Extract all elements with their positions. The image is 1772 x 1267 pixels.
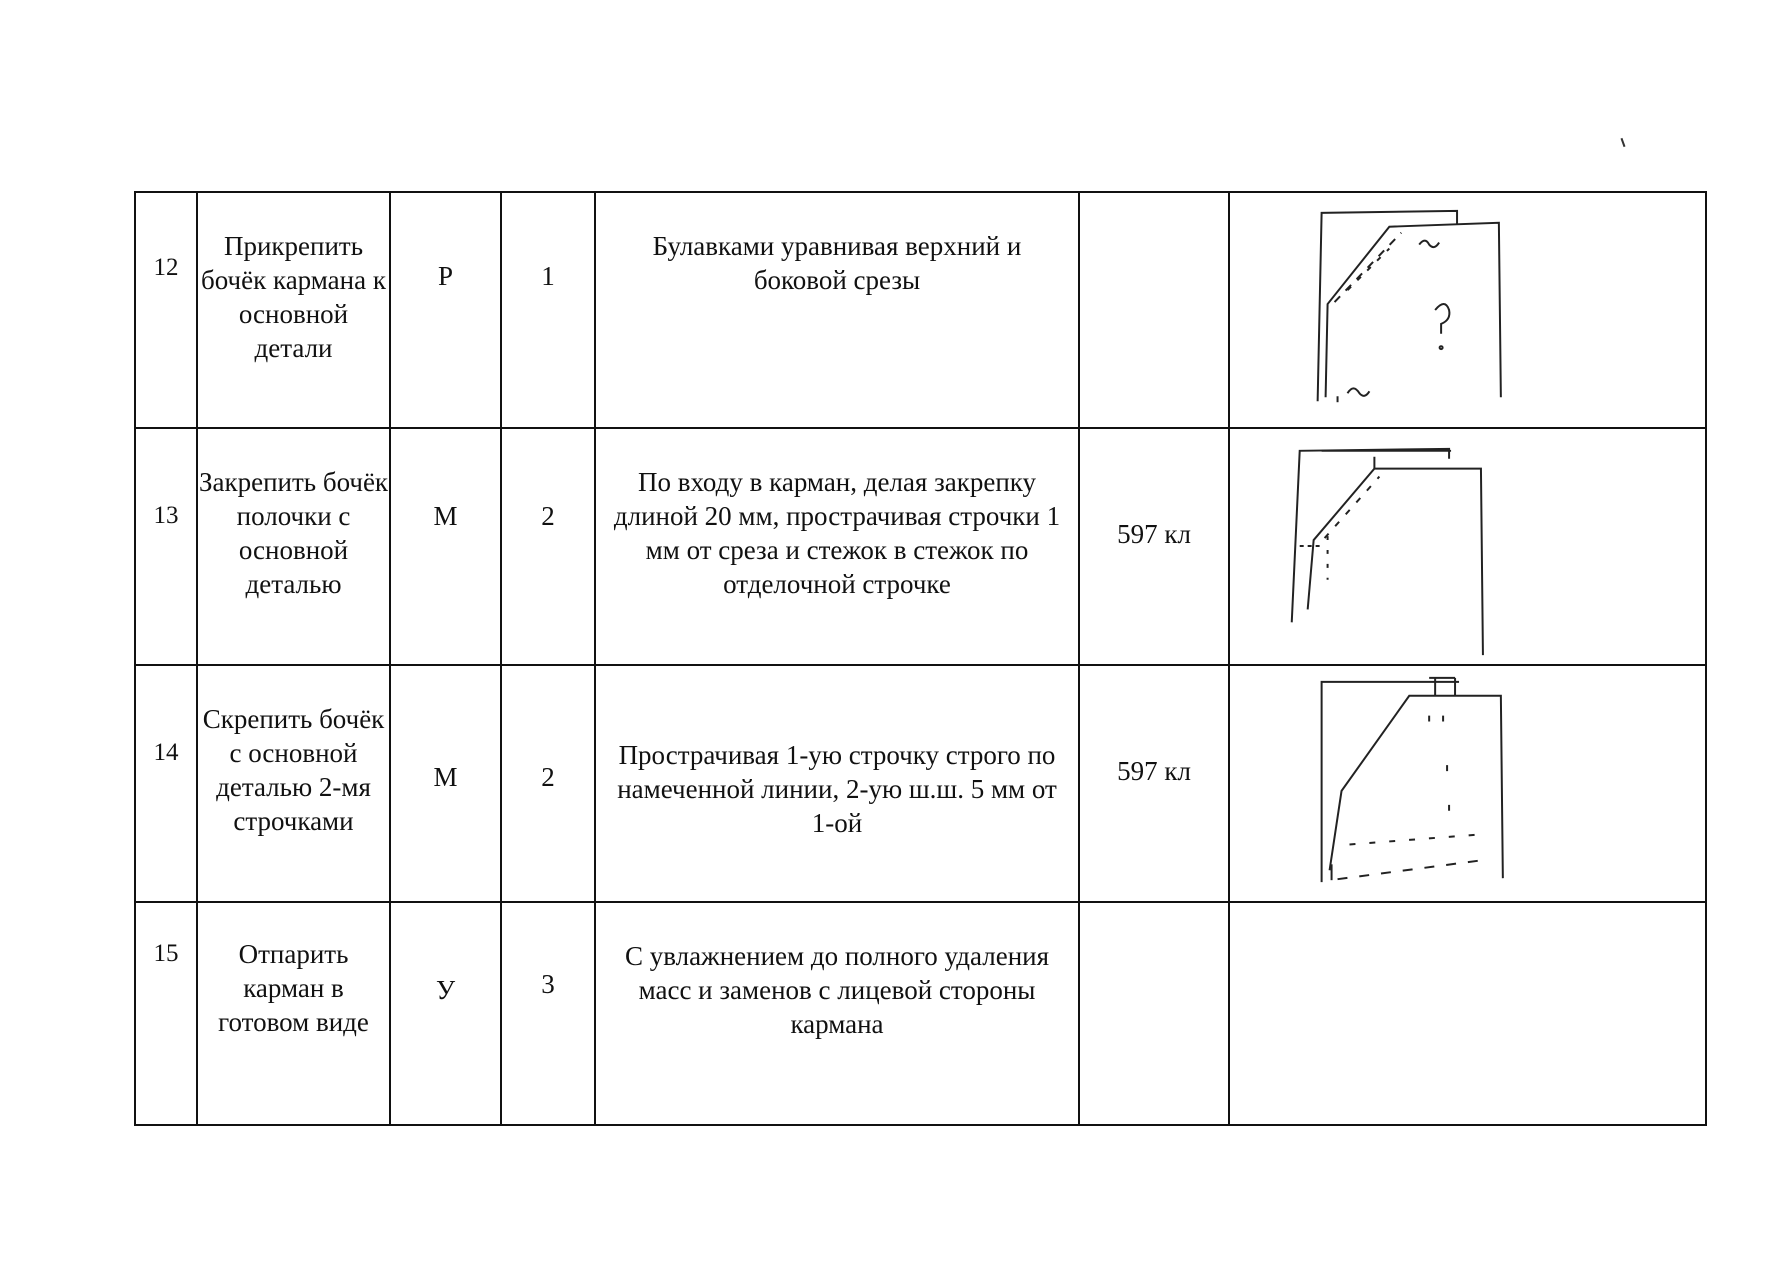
work-type: У bbox=[435, 975, 456, 1005]
sketch-cell bbox=[1229, 428, 1706, 665]
table-row bbox=[135, 428, 1706, 665]
operation-name-cell bbox=[197, 428, 390, 665]
description: Прострачивая 1-ую строчку строго по намеченной линии, 2-ую ш.ш. 5 мм от 1-ой bbox=[617, 740, 1057, 838]
equipment-cell bbox=[1079, 902, 1229, 1125]
operations-table bbox=[134, 191, 1707, 1126]
work-type-cell bbox=[390, 665, 501, 902]
pocket-double-stitch-sketch-icon bbox=[1230, 666, 1705, 901]
grade-cell bbox=[501, 902, 595, 1125]
operation-name: Скрепить бочёк с основной деталью 2-мя строчками bbox=[202, 704, 385, 836]
equipment bbox=[1080, 903, 1228, 991]
description: По входу в карман, делая закрепку длиной 20 мм, прострачивая строчки 1 мм от среза и стежок в стежок по отделочной строчке bbox=[613, 467, 1061, 599]
operation-name-cell bbox=[197, 902, 390, 1125]
operation-name: Прикрепить бочёк кармана к основной детали bbox=[201, 231, 386, 363]
grade: 3 bbox=[541, 969, 555, 999]
operation-name-cell bbox=[197, 192, 390, 428]
grade: 1 bbox=[541, 261, 555, 291]
grade-cell bbox=[501, 428, 595, 665]
sketch-cell bbox=[1229, 192, 1706, 428]
operation-number-cell bbox=[135, 192, 197, 428]
work-type-cell bbox=[390, 428, 501, 665]
equipment: 597 кл bbox=[1117, 756, 1191, 786]
pocket-pinning-sketch-icon bbox=[1230, 193, 1705, 427]
grade: 2 bbox=[541, 501, 555, 531]
description: Булавками уравнивая верхний и боковой срезы bbox=[652, 231, 1022, 295]
operation-number: 13 bbox=[153, 502, 179, 529]
grade-cell bbox=[501, 665, 595, 902]
equipment bbox=[1080, 193, 1228, 281]
operation-number-cell bbox=[135, 902, 197, 1125]
grade-cell bbox=[501, 192, 595, 428]
equipment: 597 кл bbox=[1117, 519, 1191, 549]
operation-number: 15 bbox=[153, 940, 179, 967]
description-cell bbox=[595, 192, 1079, 428]
operation-number: 12 bbox=[153, 254, 179, 281]
equipment-cell bbox=[1079, 428, 1229, 665]
equipment-cell bbox=[1079, 665, 1229, 902]
operation-name: Отпарить карман в готовом виде bbox=[218, 939, 369, 1037]
table-row bbox=[135, 665, 1706, 902]
description-cell bbox=[595, 428, 1079, 665]
work-type-cell bbox=[390, 902, 501, 1125]
sketch-cell bbox=[1229, 902, 1706, 1125]
work-type: М bbox=[433, 762, 458, 792]
table-row bbox=[135, 192, 1706, 428]
operation-number-cell bbox=[135, 665, 197, 902]
sketch-cell bbox=[1229, 665, 1706, 902]
description: С увлажнением до полного удаления масс и заменов с лицевой стороны кармана bbox=[624, 941, 1050, 1039]
grade: 2 bbox=[541, 762, 555, 792]
table-row bbox=[135, 902, 1706, 1125]
description-cell bbox=[595, 665, 1079, 902]
description-cell bbox=[595, 902, 1079, 1125]
operation-name-cell bbox=[197, 665, 390, 902]
operation-name: Закрепить бочёк полочки с основной деталью bbox=[198, 467, 389, 599]
work-type-cell bbox=[390, 192, 501, 428]
work-type: Р bbox=[437, 261, 454, 291]
stray-pen-mark bbox=[1621, 138, 1626, 147]
operation-number: 14 bbox=[153, 739, 179, 766]
work-type: М bbox=[433, 501, 458, 531]
equipment-cell bbox=[1079, 192, 1229, 428]
pocket-bartack-sketch-icon bbox=[1230, 429, 1705, 664]
operation-number-cell bbox=[135, 428, 197, 665]
